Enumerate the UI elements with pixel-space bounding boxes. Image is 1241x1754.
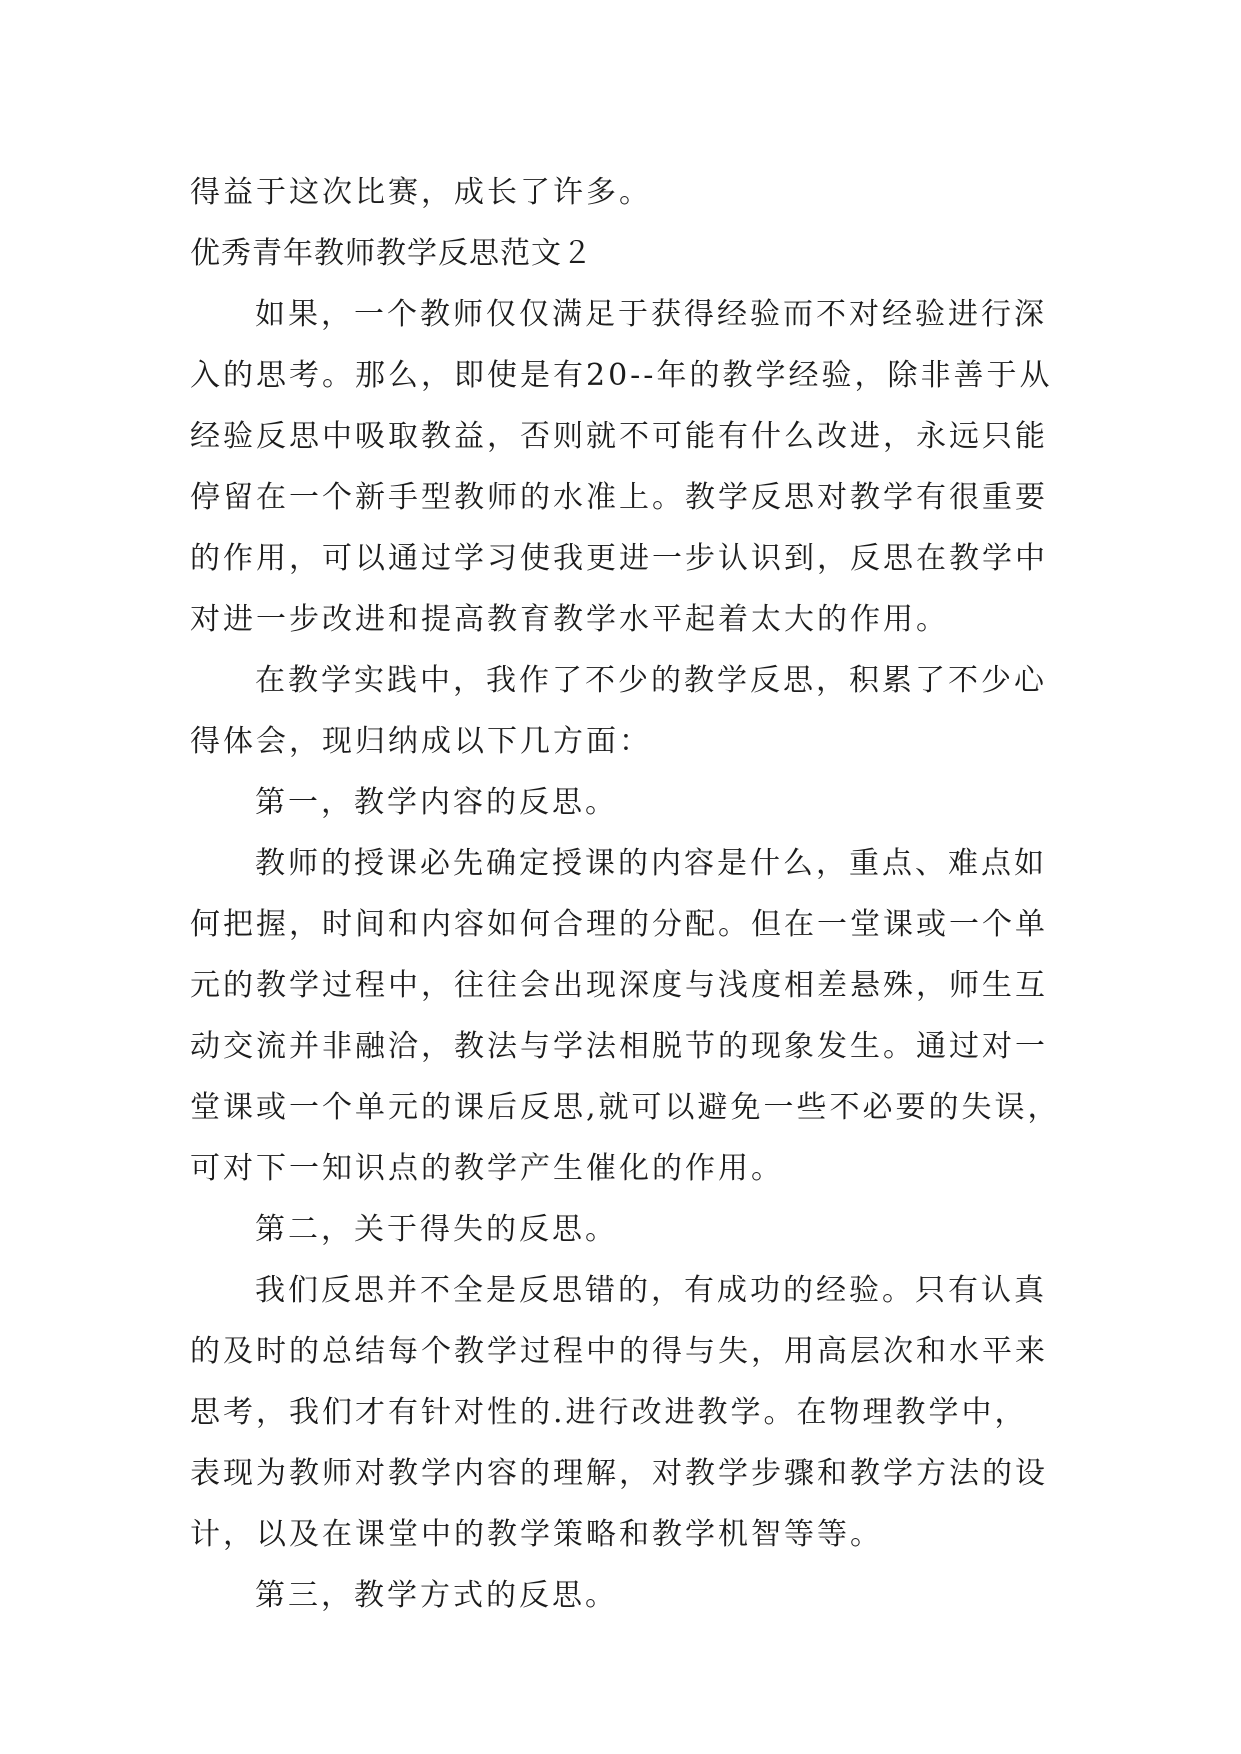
subsection-heading: 第一，教学内容的反思。	[255, 785, 618, 820]
text-line: 何把握，时间和内容如何合理的分配。但在一堂课或一个单	[190, 907, 1048, 942]
text-line: 的作用，可以通过学习使我更进一步认识到，反思在教学中	[190, 541, 1048, 576]
text-line: 如果，一个教师仅仅满足于获得经验而不对经验进行深	[255, 297, 1047, 332]
text-line: 停留在一个新手型教师的水准上。教学反思对教学有很重要	[190, 480, 1048, 515]
text-line: 动交流并非融洽，教法与学法相脱节的现象发生。通过对一	[190, 1029, 1048, 1064]
subsection-heading: 第三，教学方式的反思。	[255, 1578, 618, 1613]
text-line: 表现为教师对教学内容的理解，对教学步骤和教学方法的设	[190, 1456, 1048, 1491]
text-line: 对进一步改进和提高教育教学水平起着太大的作用。	[190, 602, 949, 637]
text-line: 的及时的总结每个教学过程中的得与失，用高层次和水平来	[190, 1334, 1048, 1369]
text-line: 计，以及在课堂中的教学策略和教学机智等等。	[190, 1517, 883, 1552]
text-line: 可对下一知识点的教学产生催化的作用。	[190, 1151, 784, 1186]
section-title: 优秀青年教师教学反思范文２	[190, 236, 593, 271]
text-line: 在教学实践中，我作了不少的教学反思，积累了不少心	[255, 663, 1047, 698]
text-line: 我们反思并不全是反思错的，有成功的经验。只有认真	[255, 1273, 1047, 1308]
text-line: 得益于这次比赛，成长了许多。	[190, 175, 652, 210]
text-line: 得体会，现归纳成以下几方面：	[190, 724, 652, 759]
text-line: 堂课或一个单元的课后反思,就可以避免一些不必要的失误，	[190, 1090, 1061, 1125]
text-line: 经验反思中吸取教益，否则就不可能有什么改进，永远只能	[190, 419, 1048, 454]
document-body	[190, 162, 1061, 1626]
subsection-heading: 第二，关于得失的反思。	[255, 1212, 618, 1247]
text-line: 教师的授课必先确定授课的内容是什么，重点、难点如	[255, 846, 1047, 881]
text-line: 入的思考。那么，即使是有20--年的教学经验，除非善于从	[190, 358, 1053, 393]
text-line: 思考，我们才有针对性的.进行改进教学。在物理教学中，	[190, 1395, 1028, 1430]
text-line: 元的教学过程中，往往会出现深度与浅度相差悬殊，师生互	[190, 968, 1048, 1003]
